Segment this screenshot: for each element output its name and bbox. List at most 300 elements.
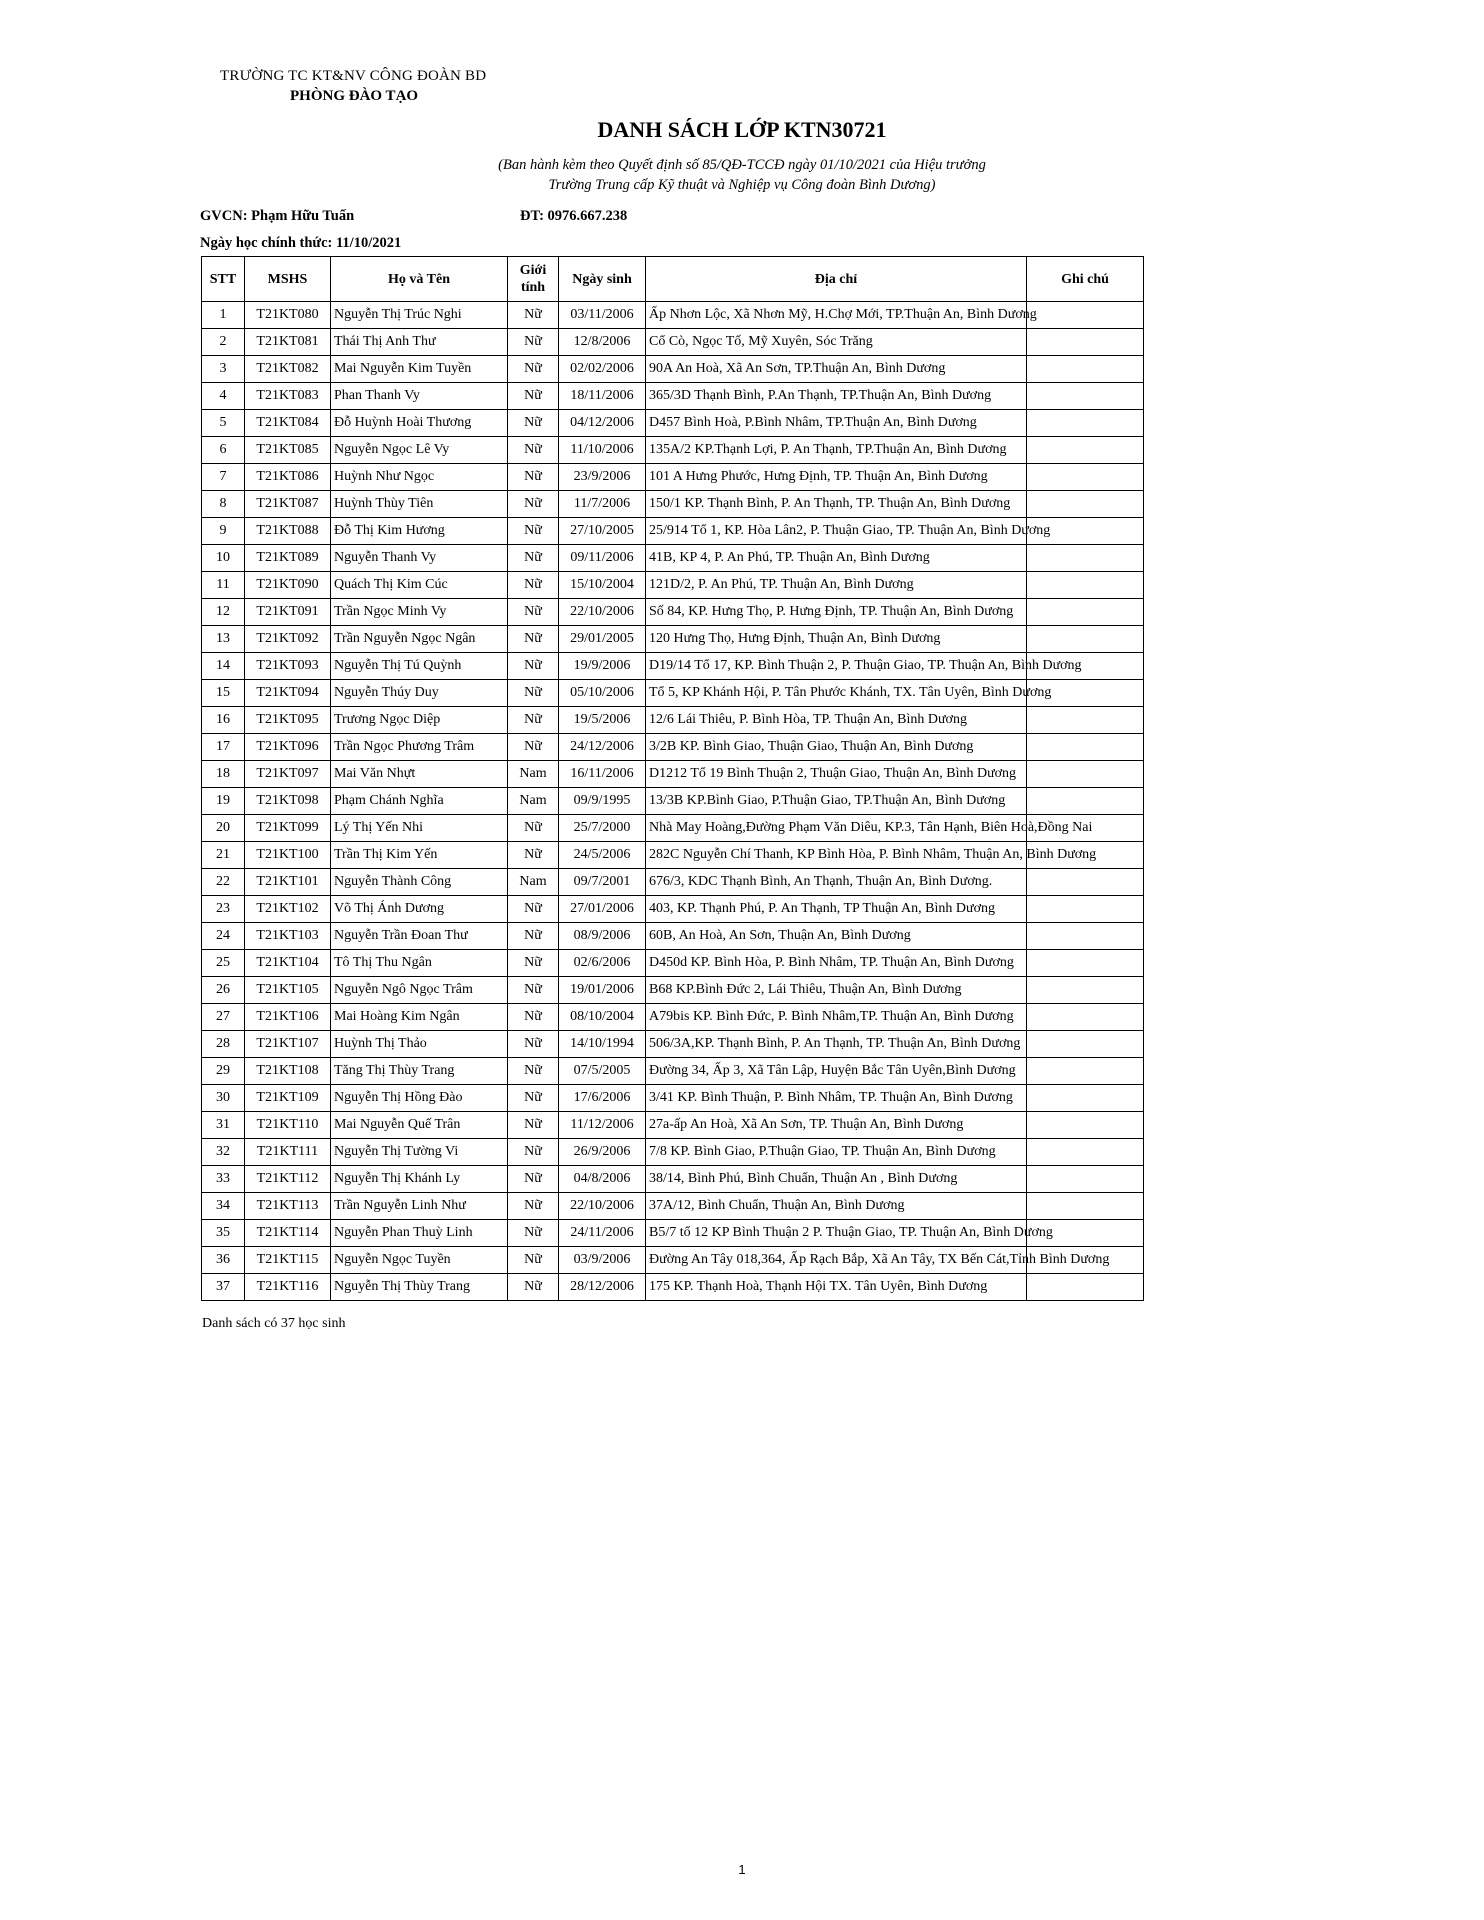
cell-stt: 5 [202,410,245,437]
cell-birthdate: 26/9/2006 [559,1139,646,1166]
column-header-address: Địa chỉ [646,257,1027,302]
cell-note [1027,950,1144,977]
cell-note [1027,761,1144,788]
cell-name: Đỗ Thị Kim Hương [331,518,508,545]
cell-name: Nguyễn Thị Hồng Đào [331,1085,508,1112]
cell-note [1027,1112,1144,1139]
decision-note-line-1: (Ban hành kèm theo Quyết định số 85/QĐ-TCCĐ ngày 01/10/2021 của Hiệu trưởng [498,157,986,173]
cell-address: Nhà May Hoàng,Đường Phạm Văn Diêu, KP.3, Tân Hạnh, Biên Hoà,Đồng Nai [646,815,1027,842]
table-header-row [202,257,1144,302]
cell-address: B5/7 tổ 12 KP Bình Thuận 2 P. Thuận Giao, TP. Thuận An, Bình Dương [646,1220,1027,1247]
cell-gender: Nữ [508,707,559,734]
cell-name: Nguyễn Thị Thùy Trang [331,1274,508,1301]
cell-address: 12/6 Lái Thiêu, P. Bình Hòa, TP. Thuận An, Bình Dương [646,707,1027,734]
page-number: 1 [738,1862,746,1877]
cell-address: Ấp Nhơn Lộc, Xã Nhơn Mỹ, H.Chợ Mới, TP.Thuận An, Bình Dương [646,302,1027,329]
cell-mshs: T21KT085 [245,437,331,464]
cell-mshs: T21KT086 [245,464,331,491]
table-row [202,1058,1144,1085]
cell-mshs: T21KT082 [245,356,331,383]
cell-birthdate: 22/10/2006 [559,1193,646,1220]
cell-stt: 19 [202,788,245,815]
cell-birthdate: 19/5/2006 [559,707,646,734]
department-name: PHÒNG ĐÀO TẠO [290,88,419,104]
cell-note [1027,1031,1144,1058]
cell-stt: 30 [202,1085,245,1112]
table-row [202,923,1144,950]
cell-address: 506/3A,KP. Thạnh Bình, P. An Thạnh, TP. Thuận An, Bình Dương [646,1031,1027,1058]
cell-note [1027,788,1144,815]
cell-stt: 28 [202,1031,245,1058]
table-row [202,788,1144,815]
cell-gender: Nữ [508,1139,559,1166]
cell-name: Quách Thị Kim Cúc [331,572,508,599]
cell-mshs: T21KT089 [245,545,331,572]
cell-name: Đỗ Huỳnh Hoài Thương [331,410,508,437]
cell-note [1027,1058,1144,1085]
cell-note [1027,383,1144,410]
cell-name: Trần Ngọc Minh Vy [331,599,508,626]
cell-name: Nguyễn Thành Công [331,869,508,896]
cell-mshs: T21KT087 [245,491,331,518]
cell-gender: Nữ [508,1058,559,1085]
table-row [202,815,1144,842]
gender-header-line-1: Giới [519,263,547,278]
cell-birthdate: 09/7/2001 [559,869,646,896]
table-row [202,653,1144,680]
cell-mshs: T21KT105 [245,977,331,1004]
cell-stt: 34 [202,1193,245,1220]
cell-birthdate: 19/01/2006 [559,977,646,1004]
cell-mshs: T21KT096 [245,734,331,761]
cell-name: Nguyễn Thị Tú Quỳnh [331,653,508,680]
cell-stt: 8 [202,491,245,518]
cell-birthdate: 09/9/1995 [559,788,646,815]
cell-mshs: T21KT084 [245,410,331,437]
table-row [202,1004,1144,1031]
table-row [202,383,1144,410]
page-title: DANH SÁCH LỚP KTN30721 [597,117,887,142]
cell-note [1027,356,1144,383]
cell-note [1027,545,1144,572]
cell-address: 403, KP. Thạnh Phú, P. An Thạnh, TP Thuận An, Bình Dương [646,896,1027,923]
cell-gender: Nữ [508,1220,559,1247]
table-row [202,491,1144,518]
cell-gender: Nữ [508,464,559,491]
table-row [202,761,1144,788]
homeroom-teacher: GVCN: Phạm Hữu Tuấn [200,208,355,224]
cell-stt: 9 [202,518,245,545]
cell-stt: 20 [202,815,245,842]
cell-note [1027,410,1144,437]
cell-address: Tổ 5, KP Khánh Hội, P. Tân Phước Khánh, TX. Tân Uyên, Bình Dương [646,680,1027,707]
table-row [202,599,1144,626]
cell-birthdate: 23/9/2006 [559,464,646,491]
cell-birthdate: 22/10/2006 [559,599,646,626]
decision-note-line-2: Trường Trung cấp Kỹ thuật và Nghiệp vụ Công đoàn Bình Dương) [548,177,936,193]
cell-gender: Nữ [508,842,559,869]
cell-stt: 10 [202,545,245,572]
cell-stt: 32 [202,1139,245,1166]
table-row [202,572,1144,599]
cell-birthdate: 15/10/2004 [559,572,646,599]
cell-stt: 1 [202,302,245,329]
cell-name: Nguyễn Thị Khánh Ly [331,1166,508,1193]
cell-birthdate: 08/10/2004 [559,1004,646,1031]
cell-mshs: T21KT080 [245,302,331,329]
cell-birthdate: 16/11/2006 [559,761,646,788]
cell-stt: 29 [202,1058,245,1085]
cell-gender: Nữ [508,329,559,356]
cell-mshs: T21KT088 [245,518,331,545]
cell-address: 90A An Hoà, Xã An Sơn, TP.Thuận An, Bình Dương [646,356,1027,383]
cell-note [1027,572,1144,599]
cell-gender: Nữ [508,1247,559,1274]
cell-gender: Nữ [508,626,559,653]
cell-address: 7/8 KP. Bình Giao, P.Thuận Giao, TP. Thuận An, Bình Dương [646,1139,1027,1166]
cell-name: Lý Thị Yến Nhi [331,815,508,842]
table-row [202,302,1144,329]
cell-name: Thái Thị Anh Thư [331,329,508,356]
cell-gender: Nữ [508,302,559,329]
cell-birthdate: 03/11/2006 [559,302,646,329]
cell-mshs: T21KT093 [245,653,331,680]
table-row [202,437,1144,464]
cell-mshs: T21KT109 [245,1085,331,1112]
cell-mshs: T21KT104 [245,950,331,977]
cell-birthdate: 11/10/2006 [559,437,646,464]
cell-mshs: T21KT101 [245,869,331,896]
cell-gender: Nữ [508,1112,559,1139]
cell-stt: 21 [202,842,245,869]
column-header-name: Họ và Tên [331,257,508,302]
student-count: Danh sách có 37 học sinh [202,1316,346,1331]
cell-name: Mai Hoàng Kim Ngân [331,1004,508,1031]
cell-gender: Nữ [508,383,559,410]
table-row [202,842,1144,869]
cell-gender: Nữ [508,1166,559,1193]
cell-mshs: T21KT111 [245,1139,331,1166]
cell-stt: 27 [202,1004,245,1031]
cell-name: Nguyễn Ngọc Lê Vy [331,437,508,464]
cell-gender: Nữ [508,1031,559,1058]
cell-name: Mai Văn Nhựt [331,761,508,788]
cell-mshs: T21KT083 [245,383,331,410]
table-row [202,626,1144,653]
cell-birthdate: 18/11/2006 [559,383,646,410]
cell-name: Trần Nguyễn Ngọc Ngân [331,626,508,653]
cell-stt: 22 [202,869,245,896]
cell-name: Nguyễn Thúy Duy [331,680,508,707]
cell-stt: 25 [202,950,245,977]
cell-note [1027,707,1144,734]
cell-name: Nguyễn Thanh Vy [331,545,508,572]
column-header-stt: STT [202,257,245,302]
cell-name: Nguyễn Ngọc Tuyền [331,1247,508,1274]
official-start-date: Ngày học chính thức: 11/10/2021 [200,235,402,251]
table-row [202,1139,1144,1166]
cell-mshs: T21KT090 [245,572,331,599]
cell-name: Tô Thị Thu Ngân [331,950,508,977]
cell-gender: Nam [508,869,559,896]
cell-birthdate: 24/11/2006 [559,1220,646,1247]
cell-note [1027,464,1144,491]
cell-address: 135A/2 KP.Thạnh Lợi, P. An Thạnh, TP.Thuận An, Bình Dương [646,437,1027,464]
cell-gender: Nữ [508,1085,559,1112]
cell-address: 3/41 KP. Bình Thuận, P. Bình Nhâm, TP. Thuận An, Bình Dương [646,1085,1027,1112]
table-row [202,1112,1144,1139]
cell-note [1027,1193,1144,1220]
cell-gender: Nữ [508,410,559,437]
cell-gender: Nữ [508,491,559,518]
cell-stt: 26 [202,977,245,1004]
cell-mshs: T21KT098 [245,788,331,815]
cell-name: Nguyễn Ngô Ngọc Trâm [331,977,508,1004]
cell-note [1027,1085,1144,1112]
cell-mshs: T21KT095 [245,707,331,734]
cell-stt: 24 [202,923,245,950]
cell-note [1027,626,1144,653]
cell-mshs: T21KT110 [245,1112,331,1139]
cell-note [1027,302,1144,329]
cell-name: Nguyễn Thị Tường Vi [331,1139,508,1166]
table-row [202,950,1144,977]
cell-gender: Nữ [508,1274,559,1301]
cell-stt: 37 [202,1274,245,1301]
table-row [202,1085,1144,1112]
column-header-birthdate: Ngày sinh [559,257,646,302]
cell-mshs: T21KT103 [245,923,331,950]
cell-stt: 6 [202,437,245,464]
cell-gender: Nữ [508,437,559,464]
table-body [202,302,1144,1301]
cell-address: 13/3B KP.Bình Giao, P.Thuận Giao, TP.Thuận An, Bình Dương [646,788,1027,815]
cell-birthdate: 05/10/2006 [559,680,646,707]
cell-address: B68 KP.Bình Đức 2, Lái Thiêu, Thuận An, Bình Dương [646,977,1027,1004]
column-header-gender [508,257,559,302]
cell-gender: Nữ [508,1193,559,1220]
cell-birthdate: 09/11/2006 [559,545,646,572]
table-row [202,410,1144,437]
cell-name: Trần Thị Kim Yến [331,842,508,869]
cell-gender: Nữ [508,923,559,950]
cell-gender: Nữ [508,977,559,1004]
table-row [202,545,1144,572]
cell-birthdate: 19/9/2006 [559,653,646,680]
table-row [202,1274,1144,1301]
cell-note [1027,1139,1144,1166]
cell-note [1027,869,1144,896]
cell-name: Trần Nguyễn Linh Như [331,1193,508,1220]
cell-address: 41B, KP 4, P. An Phú, TP. Thuận An, Bình Dương [646,545,1027,572]
cell-name: Trần Ngọc Phương Trâm [331,734,508,761]
cell-mshs: T21KT081 [245,329,331,356]
cell-note [1027,923,1144,950]
cell-address: 365/3D Thạnh Bình, P.An Thạnh, TP.Thuận An, Bình Dương [646,383,1027,410]
cell-name: Nguyễn Thị Trúc Nghi [331,302,508,329]
cell-name: Mai Nguyễn Kim Tuyền [331,356,508,383]
cell-address: 25/914 Tổ 1, KP. Hòa Lân2, P. Thuận Giao, TP. Thuận An, Bình Dương [646,518,1027,545]
cell-stt: 3 [202,356,245,383]
cell-birthdate: 12/8/2006 [559,329,646,356]
cell-note [1027,437,1144,464]
cell-mshs: T21KT113 [245,1193,331,1220]
cell-address: 38/14, Bình Phú, Bình Chuẩn, Thuận An , Bình Dương [646,1166,1027,1193]
cell-birthdate: 28/12/2006 [559,1274,646,1301]
table-row [202,734,1144,761]
cell-stt: 14 [202,653,245,680]
cell-mshs: T21KT108 [245,1058,331,1085]
cell-address: 282C Nguyễn Chí Thanh, KP Bình Hòa, P. Bình Nhâm, Thuận An, Bình Dương [646,842,1027,869]
cell-mshs: T21KT092 [245,626,331,653]
cell-name: Tăng Thị Thùy Trang [331,1058,508,1085]
cell-gender: Nữ [508,545,559,572]
cell-birthdate: 27/10/2005 [559,518,646,545]
cell-birthdate: 25/7/2000 [559,815,646,842]
table-row [202,464,1144,491]
cell-name: Huỳnh Thị Thảo [331,1031,508,1058]
cell-birthdate: 02/02/2006 [559,356,646,383]
cell-gender: Nam [508,761,559,788]
cell-stt: 33 [202,1166,245,1193]
cell-gender: Nữ [508,518,559,545]
cell-birthdate: 04/12/2006 [559,410,646,437]
table-row [202,518,1144,545]
cell-mshs: T21KT097 [245,761,331,788]
cell-gender: Nữ [508,734,559,761]
cell-gender: Nữ [508,599,559,626]
table-row [202,329,1144,356]
school-name: TRƯỜNG TC KT&NV CÔNG ĐOÀN BD [220,68,487,84]
cell-stt: 4 [202,383,245,410]
cell-name: Mai Nguyễn Quế Trân [331,1112,508,1139]
cell-name: Trương Ngọc Diệp [331,707,508,734]
cell-stt: 11 [202,572,245,599]
cell-name: Nguyễn Trần Đoan Thư [331,923,508,950]
cell-gender: Nữ [508,680,559,707]
cell-birthdate: 24/12/2006 [559,734,646,761]
cell-gender: Nữ [508,1004,559,1031]
cell-note [1027,1004,1144,1031]
cell-name: Phạm Chánh Nghĩa [331,788,508,815]
cell-gender: Nữ [508,572,559,599]
cell-gender: Nữ [508,950,559,977]
table-row [202,896,1144,923]
cell-stt: 36 [202,1247,245,1274]
cell-mshs: T21KT091 [245,599,331,626]
gender-header-line-2: tính [520,280,546,295]
cell-stt: 18 [202,761,245,788]
cell-address: 60B, An Hoà, An Sơn, Thuận An, Bình Dương [646,923,1027,950]
cell-note [1027,977,1144,1004]
cell-address: 676/3, KDC Thạnh Bình, An Thạnh, Thuận An, Bình Dương. [646,869,1027,896]
cell-gender: Nữ [508,653,559,680]
table-row [202,1247,1144,1274]
cell-name: Huỳnh Thùy Tiên [331,491,508,518]
column-header-mshs: MSHS [245,257,331,302]
cell-address: D457 Bình Hoà, P.Bình Nhâm, TP.Thuận An, Bình Dương [646,410,1027,437]
cell-address: Đường An Tây 018,364, Ấp Rạch Bắp, Xã An Tây, TX Bến Cát,Tỉnh Bình Dương [646,1247,1027,1274]
student-list-table [201,256,1144,1301]
table-row [202,1193,1144,1220]
cell-address: 150/1 KP. Thạnh Bình, P. An Thạnh, TP. Thuận An, Bình Dương [646,491,1027,518]
cell-mshs: T21KT115 [245,1247,331,1274]
cell-note [1027,1166,1144,1193]
cell-stt: 2 [202,329,245,356]
cell-mshs: T21KT094 [245,680,331,707]
cell-address: D1212 Tổ 19 Bình Thuận 2, Thuận Giao, Thuận An, Bình Dương [646,761,1027,788]
table-row [202,680,1144,707]
cell-note [1027,896,1144,923]
cell-address: 27a-ấp An Hoà, Xã An Sơn, TP. Thuận An, Bình Dương [646,1112,1027,1139]
cell-mshs: T21KT116 [245,1274,331,1301]
cell-address: D19/14 Tổ 17, KP. Bình Thuận 2, P. Thuận Giao, TP. Thuận An, Bình Dương [646,653,1027,680]
cell-mshs: T21KT107 [245,1031,331,1058]
cell-name: Võ Thị Ánh Dương [331,896,508,923]
cell-stt: 17 [202,734,245,761]
cell-name: Nguyễn Phan Thuỳ Linh [331,1220,508,1247]
table-row [202,356,1144,383]
cell-gender: Nam [508,788,559,815]
cell-stt: 31 [202,1112,245,1139]
cell-note [1027,599,1144,626]
table-row [202,707,1144,734]
cell-gender: Nữ [508,896,559,923]
cell-stt: 7 [202,464,245,491]
cell-mshs: T21KT112 [245,1166,331,1193]
cell-mshs: T21KT106 [245,1004,331,1031]
cell-name: Huỳnh Như Ngọc [331,464,508,491]
cell-mshs: T21KT102 [245,896,331,923]
cell-stt: 13 [202,626,245,653]
cell-stt: 15 [202,680,245,707]
cell-birthdate: 11/7/2006 [559,491,646,518]
cell-address: 101 A Hưng Phước, Hưng Định, TP. Thuận An, Bình Dương [646,464,1027,491]
cell-address: D450d KP. Bình Hòa, P. Bình Nhâm, TP. Thuận An, Bình Dương [646,950,1027,977]
cell-address: Cổ Cò, Ngọc Tố, Mỹ Xuyên, Sóc Trăng [646,329,1027,356]
cell-birthdate: 24/5/2006 [559,842,646,869]
cell-mshs: T21KT099 [245,815,331,842]
cell-birthdate: 27/01/2006 [559,896,646,923]
table-row [202,869,1144,896]
cell-birthdate: 14/10/1994 [559,1031,646,1058]
cell-birthdate: 08/9/2006 [559,923,646,950]
cell-gender: Nữ [508,356,559,383]
table-row [202,977,1144,1004]
cell-note [1027,1274,1144,1301]
cell-birthdate: 07/5/2005 [559,1058,646,1085]
cell-address: 175 KP. Thạnh Hoà, Thạnh Hội TX. Tân Uyên, Bình Dương [646,1274,1027,1301]
cell-address: A79bis KP. Bình Đức, P. Bình Nhâm,TP. Thuận An, Bình Dương [646,1004,1027,1031]
cell-address: Số 84, KP. Hưng Thọ, P. Hưng Định, TP. Thuận An, Bình Dương [646,599,1027,626]
cell-address: 120 Hưng Thọ, Hưng Định, Thuận An, Bình Dương [646,626,1027,653]
cell-name: Phan Thanh Vy [331,383,508,410]
teacher-phone: ĐT: 0976.667.238 [520,208,628,224]
cell-address: Đường 34, Ấp 3, Xã Tân Lập, Huyện Bắc Tân Uyên,Bình Dương [646,1058,1027,1085]
cell-birthdate: 29/01/2005 [559,626,646,653]
cell-stt: 16 [202,707,245,734]
cell-birthdate: 03/9/2006 [559,1247,646,1274]
cell-address: 3/2B KP. Bình Giao, Thuận Giao, Thuận An, Bình Dương [646,734,1027,761]
cell-birthdate: 17/6/2006 [559,1085,646,1112]
cell-stt: 12 [202,599,245,626]
cell-note [1027,329,1144,356]
cell-note [1027,491,1144,518]
table-row [202,1166,1144,1193]
table-row [202,1031,1144,1058]
cell-gender: Nữ [508,815,559,842]
column-header-note: Ghi chú [1027,257,1144,302]
